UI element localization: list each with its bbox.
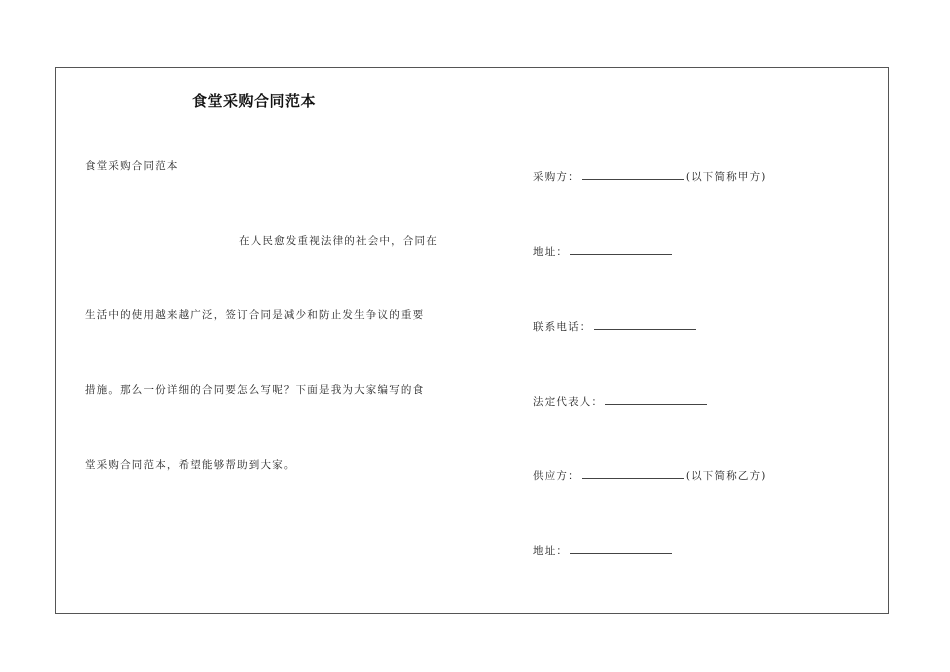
purchaser-address-field	[533, 243, 672, 259]
purchaser-blank[interactable]	[582, 168, 684, 180]
legal-rep-label: 法定代表人：	[533, 396, 604, 408]
purchaser-address-blank[interactable]	[570, 243, 672, 255]
supplier-address-label: 地址：	[533, 545, 569, 557]
supplier-address-field	[533, 542, 672, 558]
intro-line-1: 在人民愈发重视法律的社会中，合同在	[239, 235, 438, 247]
supplier-field	[533, 467, 767, 483]
document-page	[55, 67, 889, 614]
phone-field	[533, 318, 696, 334]
phone-blank[interactable]	[594, 318, 696, 330]
phone-label: 联系电话：	[533, 321, 592, 333]
purchaser-suffix: (以下简称甲方)	[685, 171, 767, 183]
intro-line-4: 堂采购合同范本，希望能够帮助到大家。	[85, 459, 296, 471]
intro-line-3: 措施。那么一份详细的合同要怎么写呢？下面是我为大家编写的食	[85, 384, 425, 396]
supplier-address-blank[interactable]	[570, 542, 672, 554]
document-subtitle: 食堂采购合同范本	[85, 160, 179, 172]
supplier-suffix: (以下简称乙方)	[685, 470, 767, 482]
legal-rep-blank[interactable]	[605, 393, 707, 405]
supplier-label: 供应方：	[533, 470, 580, 482]
purchaser-address-label: 地址：	[533, 246, 569, 258]
intro-line-2: 生活中的使用越来越广泛，签订合同是减少和防止发生争议的重要	[85, 309, 425, 321]
purchaser-label: 采购方：	[533, 171, 580, 183]
purchaser-field	[533, 168, 767, 184]
legal-rep-field	[533, 393, 707, 409]
supplier-blank[interactable]	[582, 467, 684, 479]
document-title: 食堂采购合同范本	[192, 92, 317, 110]
